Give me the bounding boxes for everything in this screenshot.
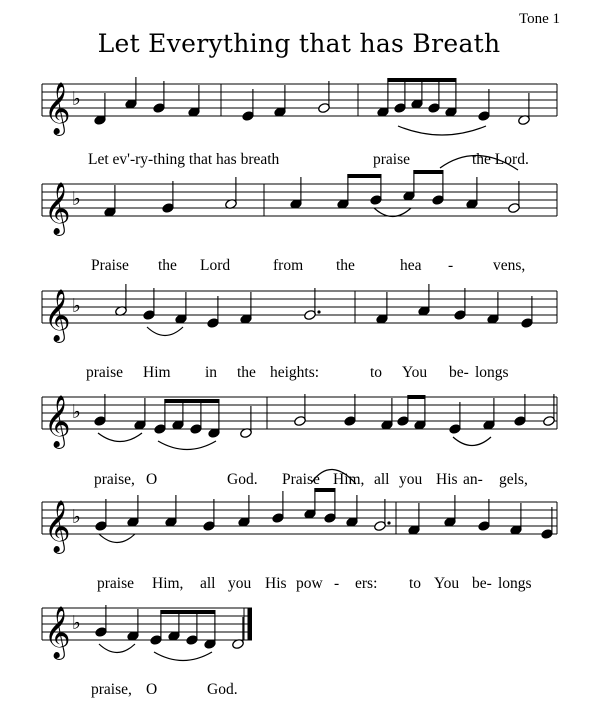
staff-system-3 — [42, 284, 557, 343]
staff-system-6 — [42, 605, 252, 661]
lyric-syllable: praise — [373, 151, 411, 168]
lyric-syllable: all — [200, 575, 216, 592]
lyric-line-6 — [91, 681, 238, 698]
lyric-syllable: in — [205, 364, 218, 381]
lyric-syllable: Him, — [152, 575, 184, 592]
lyric-line-1 — [88, 151, 529, 168]
lyric-syllable: God. — [207, 681, 238, 698]
lyric-line-5 — [97, 575, 532, 592]
lyric-syllable: to — [370, 364, 383, 381]
hymn-title: Let Everything that has Breath — [97, 29, 501, 58]
lyric-syllable: O — [146, 681, 158, 698]
lyric-syllable: - — [448, 257, 454, 274]
lyric-syllable: heights: — [270, 364, 320, 381]
slur — [99, 534, 135, 543]
lyric-syllable: Praise — [282, 471, 320, 488]
lyric-syllable: vens, — [493, 257, 526, 274]
slur — [98, 433, 142, 442]
dot-mark — [387, 521, 390, 524]
lyric-syllable: all — [374, 471, 390, 488]
note-beam — [387, 78, 456, 82]
lyric-syllable: His — [265, 575, 287, 592]
treble-clef-icon: 𝄞 — [44, 499, 71, 552]
lyric-syllable: the — [158, 257, 177, 274]
lyric-syllable: You — [434, 575, 460, 592]
lyric-syllable: praise, — [91, 681, 132, 698]
slur — [154, 652, 212, 661]
lyric-syllable: longs — [475, 364, 509, 381]
lyric-syllable: be- — [449, 364, 469, 381]
note-beam — [164, 399, 219, 403]
lyric-syllable: the — [336, 257, 355, 274]
note-beam — [347, 174, 381, 178]
slur — [99, 644, 135, 653]
lyric-line-4 — [94, 471, 528, 488]
lyric-syllable: from — [273, 257, 304, 274]
lyric-line-2 — [91, 257, 525, 274]
staff-system-1 — [42, 77, 557, 136]
note-beam — [314, 488, 335, 492]
lyric-syllable: Praise — [91, 257, 129, 274]
slur — [147, 327, 183, 336]
note-beam — [407, 395, 425, 399]
lyric-syllable: Lord — [200, 257, 231, 274]
lyric-syllable: to — [409, 575, 422, 592]
flat-icon: ♭ — [72, 88, 81, 110]
treble-clef-icon: 𝄞 — [44, 288, 71, 341]
treble-clef-icon: 𝄞 — [44, 81, 71, 134]
lyric-syllable: gels, — [499, 471, 528, 488]
lyric-syllable: be- — [472, 575, 492, 592]
lyric-syllable: you — [399, 471, 423, 488]
lyric-syllable: an- — [463, 471, 483, 488]
lyric-syllable: Him, — [333, 471, 365, 488]
lyric-line-3 — [86, 364, 509, 381]
lyric-syllable: - — [334, 575, 340, 592]
treble-clef-icon: 𝄞 — [44, 605, 71, 658]
slur — [453, 437, 491, 446]
tone-label: Tone 1 — [518, 11, 560, 27]
final-bar-thick — [248, 608, 252, 640]
flat-icon: ♭ — [72, 506, 81, 528]
flat-icon: ♭ — [72, 295, 81, 317]
lyric-syllable: the — [237, 364, 256, 381]
lyric-syllable: praise — [86, 364, 124, 381]
lyric-syllable: You — [402, 364, 428, 381]
lyric-syllable: Him — [143, 364, 171, 381]
lyric-syllable: the Lord. — [472, 151, 529, 168]
flat-icon: ♭ — [72, 188, 81, 210]
dot-mark — [317, 310, 320, 313]
lyric-syllable: Let ev'-ry-thing that has breath — [88, 151, 280, 168]
lyric-syllable: O — [146, 471, 158, 488]
treble-clef-icon: 𝄞 — [44, 394, 71, 447]
treble-clef-icon: 𝄞 — [44, 181, 71, 234]
slur — [158, 441, 216, 450]
lyric-syllable: His — [436, 471, 458, 488]
lyric-syllable: praise, — [94, 471, 135, 488]
slur — [398, 126, 486, 135]
lyric-syllable: longs — [498, 575, 532, 592]
lyric-syllable: hea — [400, 257, 422, 274]
lyric-syllable: you — [228, 575, 252, 592]
note-beam — [413, 170, 443, 174]
lyric-syllable: ers: — [355, 575, 378, 592]
slur — [374, 208, 411, 217]
lyric-syllable: pow — [296, 575, 323, 592]
staff-system-4 — [42, 394, 557, 450]
note-beam — [160, 610, 215, 614]
flat-icon: ♭ — [72, 612, 81, 634]
flat-icon: ♭ — [72, 401, 81, 423]
lyric-syllable: God. — [227, 471, 258, 488]
lyric-syllable: praise — [97, 575, 135, 592]
